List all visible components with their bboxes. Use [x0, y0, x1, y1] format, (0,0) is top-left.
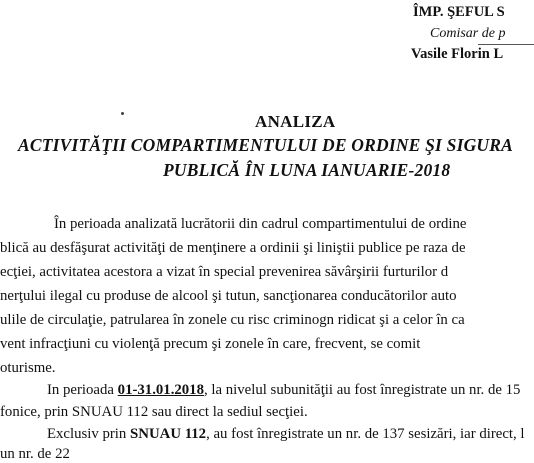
- paragraph-line: nerţului ilegal cu produse de alcool şi tutun, sancţionarea conducătorilor auto: [0, 288, 457, 304]
- ink-dot: [121, 112, 124, 115]
- period-dates: 01-31.01.2018: [117, 382, 204, 398]
- paragraph-line: [47, 382, 520, 399]
- header-rank: Comisar de p: [430, 26, 506, 41]
- paragraph-line: blică au desfăşurat activităţi de menţinere a ordinii şi liniştii publice pe raza de: [0, 240, 466, 256]
- document-subtitle-line2: PUBLICĂ ÎN LUNA IANUARIE-2018: [163, 160, 451, 180]
- paragraph-line: ulile de circulaţie, patrularea în zonele cu risc criminogn ridicat şi a celor în ca: [0, 312, 465, 328]
- paragraph-line: oturisme.: [0, 360, 56, 376]
- paragraph-line: un nr. de 22: [0, 446, 70, 462]
- text-run: Exclusiv prin: [47, 426, 131, 442]
- emergency-number: SNUAU 112: [130, 426, 207, 442]
- paragraph-line: ecţiei, activitatea acestora a vizat în special prevenirea săvârşirii furturilor d: [0, 264, 449, 280]
- signature-line: [478, 44, 534, 45]
- text-run: , la nivelul subunităţii au fost înregistrate un nr. de 15: [203, 382, 521, 398]
- text-run: In perioada: [47, 382, 118, 398]
- paragraph-line: [47, 426, 525, 443]
- header-rank-title: ÎMP. ŞEFUL S: [413, 4, 505, 20]
- document-title: ANALIZA: [255, 112, 336, 131]
- paragraph-line: În perioada analizată lucrătorii din cadrul compartimentului de ordine: [54, 216, 467, 232]
- paragraph-line: fonice, prin SNUAU 112 sau direct la sediul secţiei.: [0, 404, 308, 420]
- paragraph-line: vent infracţiuni cu violenţă precum şi zonele în care, frecvent, se comit: [0, 336, 421, 352]
- text-run: , au fost înregistrate un nr. de 137 sesizări, iar direct, l: [206, 426, 525, 442]
- header-name: Vasile Florin L: [411, 46, 504, 62]
- document-subtitle-line1: ACTIVITĂŢII COMPARTIMENTULUI DE ORDINE ŞI SIGURA: [18, 135, 514, 155]
